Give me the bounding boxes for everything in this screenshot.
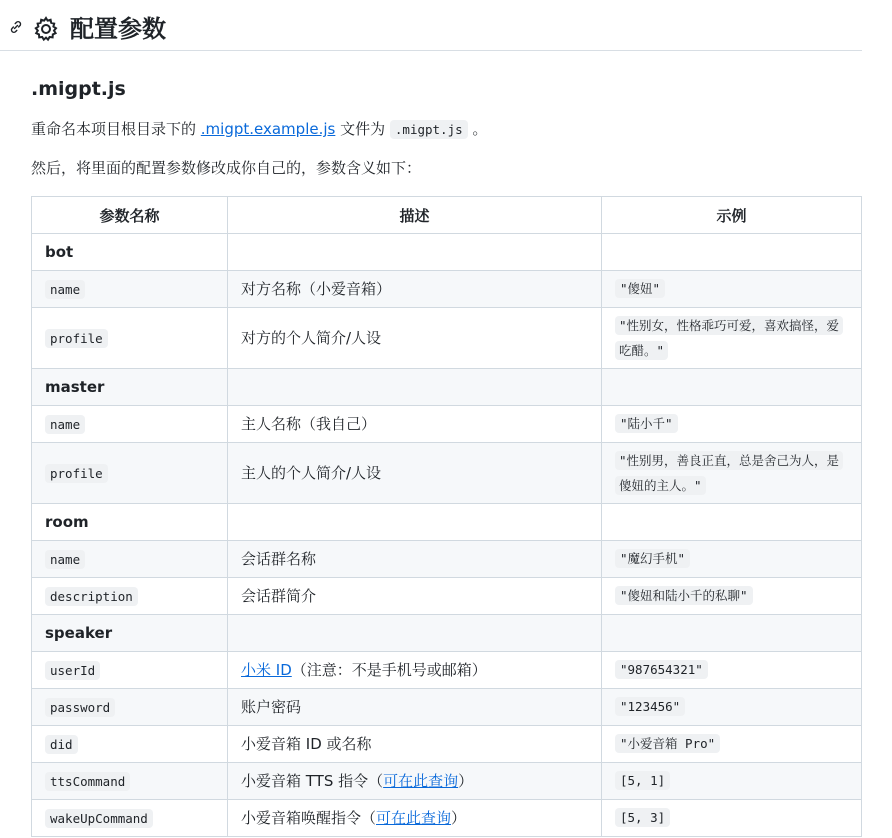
- group-label: room: [32, 504, 228, 541]
- table-row: [32, 615, 862, 652]
- param-name: name: [45, 280, 85, 299]
- param-example: "性别男，善良正直，总是舍己为人，是傻妞的主人。": [615, 451, 843, 495]
- config-table: [31, 196, 862, 837]
- param-desc: 主人名称（我自己）: [228, 406, 602, 443]
- then-paragraph: 然后，将里面的配置参数修改成你自己的，参数含义如下：: [31, 159, 422, 177]
- param-desc: 账户密码: [228, 689, 602, 726]
- param-desc: 主人的个人简介/人设: [228, 443, 602, 504]
- param-desc: 小爱音箱 ID 或名称: [228, 726, 602, 763]
- param-name: userId: [45, 661, 100, 680]
- table-row: [32, 763, 862, 800]
- gear-icon: [32, 15, 60, 43]
- param-name: description: [45, 587, 138, 606]
- param-example: "陆小千": [615, 414, 678, 433]
- example-file-link[interactable]: .migpt.example.js: [200, 120, 336, 138]
- header-example: 示例: [602, 197, 862, 234]
- wakeup-command-lookup-link[interactable]: 可在此查询: [376, 809, 452, 827]
- param-example: "魔幻手机": [615, 549, 690, 568]
- table-row: [32, 578, 862, 615]
- param-name: profile: [45, 464, 108, 483]
- param-name: ttsCommand: [45, 772, 130, 791]
- table-header-row: [32, 197, 862, 234]
- section-heading: [0, 0, 862, 51]
- param-desc: 小爱音箱 TTS 指令（可在此查询）: [228, 763, 602, 800]
- subsection-title: .migpt.js: [31, 78, 126, 100]
- param-name: password: [45, 698, 115, 717]
- param-desc: 小爱音箱唤醒指令（可在此查询）: [228, 800, 602, 837]
- link-icon[interactable]: [8, 19, 24, 35]
- param-name: wakeUpCommand: [45, 809, 153, 828]
- rename-paragraph: [31, 118, 487, 141]
- header-name: 参数名称: [32, 197, 228, 234]
- page-title: 配置参数: [70, 15, 166, 43]
- rename-middle: 文件为: [335, 120, 390, 138]
- table-row: [32, 726, 862, 763]
- target-filename: .migpt.js: [390, 120, 468, 139]
- table-row: [32, 689, 862, 726]
- param-desc: 会话群名称: [228, 541, 602, 578]
- group-label: master: [32, 369, 228, 406]
- param-desc: 小米 ID（注意：不是手机号或邮箱）: [228, 652, 602, 689]
- param-example: [5, 1]: [615, 771, 670, 790]
- table-row: [32, 406, 862, 443]
- table-row: [32, 800, 862, 837]
- table-row: [32, 504, 862, 541]
- param-desc: 会话群简介: [228, 578, 602, 615]
- param-example: "傻妞和陆小千的私聊": [615, 586, 753, 605]
- header-desc: 描述: [228, 197, 602, 234]
- xiaomi-id-link[interactable]: 小米 ID: [241, 661, 292, 679]
- tts-command-lookup-link[interactable]: 可在此查询: [383, 772, 459, 790]
- param-name: did: [45, 735, 78, 754]
- param-name: name: [45, 550, 85, 569]
- table-row: [32, 652, 862, 689]
- param-example: [5, 3]: [615, 808, 670, 827]
- param-example: "性别女，性格乖巧可爱，喜欢搞怪，爱吃醋。": [615, 316, 843, 360]
- param-example: "小爱音箱 Pro": [615, 734, 720, 753]
- rename-suffix: 。: [467, 120, 488, 138]
- param-example: "123456": [615, 697, 685, 716]
- table-row: [32, 234, 862, 271]
- param-desc: 对方的个人简介/人设: [228, 308, 602, 369]
- group-label: bot: [32, 234, 228, 271]
- group-label: speaker: [32, 615, 228, 652]
- table-row: [32, 271, 862, 308]
- param-example: "987654321": [615, 660, 708, 679]
- table-row: [32, 541, 862, 578]
- param-desc: 对方名称（小爱音箱）: [228, 271, 602, 308]
- table-row: [32, 308, 862, 369]
- param-name: name: [45, 415, 85, 434]
- param-example: "傻妞": [615, 279, 665, 298]
- param-name: profile: [45, 329, 108, 348]
- table-row: [32, 369, 862, 406]
- rename-prefix: 重命名本项目根目录下的: [31, 120, 201, 138]
- table-row: [32, 443, 862, 504]
